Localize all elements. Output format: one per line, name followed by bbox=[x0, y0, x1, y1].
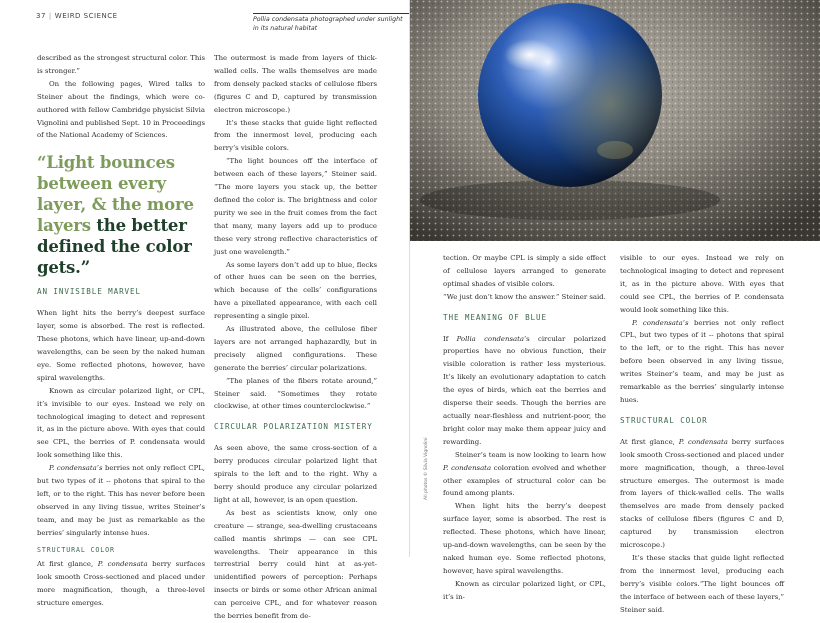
section-heading: THE MEANING OF BLUE bbox=[443, 312, 547, 322]
paragraph: visible to our eyes. Instead we rely on technological imaging to detect and represent it, as in the picture above. With eyes that could see CPL, the berries of P. condensata would look something like this. bbox=[620, 254, 784, 314]
pull-quote-dark: the better defined the color gets.” bbox=[37, 216, 192, 278]
paragraph-text: berry surfaces look smooth Cross-sectioned and placed under more magnification, though, a three-level structure emerges. bbox=[37, 560, 205, 608]
paragraph-text: coloration evolved and whether other examples of structural color can be found among plants. bbox=[443, 463, 606, 498]
paragraph-text: At first glance, bbox=[620, 437, 679, 446]
paragraph: It’s these stacks that guide light reflected from the innermost level, producing each berry’s visible colors.“The light bounces off the interface of between each of these layers,” Steiner said. bbox=[620, 553, 784, 614]
paragraph bbox=[620, 317, 784, 407]
berry-photo bbox=[410, 0, 820, 241]
paragraph: As some layers don’t add up to blue, flecks of other hues can be seen on the berries, which because of the cells’ configurations have a pixellated appearance, with each cell representing a single pixel. bbox=[214, 260, 377, 321]
paragraph-text: berries not only reflect CPL, but two types of it -- photons that spiral to the left, or to the right. This has never before been observed in any living tissue, writes Steiner’s team, and may be just as remarkable as the berries’ singularly intense hues. bbox=[37, 464, 205, 537]
paragraph-text: berries not only reflect CPL, but two types of it -- photons that spiral to the left, or to the right. This has never before been observed in any living tissue, writes Steiner’s team, and may be just as remarkable as the berries’ singularly intense hues. bbox=[620, 318, 784, 404]
paragraph: When light hits the berry’s deepest surface layer, some is absorbed. The rest is reflected. These photons, which have linear, up-and-down wavelengths, can be seen by the naked human eye. Some reflected photons, however, have spiral wavelengths. bbox=[37, 309, 205, 382]
paragraph: described as the strongest structural color. This is stronger.” bbox=[37, 54, 205, 75]
species-name: P. condensata’s bbox=[49, 464, 103, 473]
species-name: Pollia condensata bbox=[456, 334, 524, 343]
paragraph: “The planes of the fibers rotate around,” Steiner said. “Sometimes they rotate clockwise, at other times counterclockwise.” bbox=[214, 376, 377, 411]
section-heading: CIRCULAR POLARIZATION MISTERY bbox=[214, 422, 373, 432]
paragraph-text: If bbox=[443, 334, 457, 343]
paragraph bbox=[620, 436, 784, 552]
paragraph-text: berry surfaces look smooth Cross-sectioned and placed under more magnification, though, a three-level structure emerges. The outermost is made from layers of thick-walled cells. The walls themselves are made from densely packed stacks of cellulose fibers (figures C and D, captured by transmission electron microscope.) bbox=[620, 437, 784, 550]
paragraph: On the following pages, Wired talks to Steiner about the findings, which were co-authored with fellow Cambridge physicist Silvia Vignolini and published Sept. 10 in Proceedings of the National Academy of Sciences. bbox=[37, 79, 206, 140]
paragraph: As illustrated above, the cellulose fiber layers are not arranged haphazardly, but in precisely aligned configurations. These generate the berries’ circular polarizations. bbox=[214, 325, 377, 372]
column-2 bbox=[214, 52, 377, 623]
paragraph: tection. Or maybe CPL is simply a side effect of cellulose layers arranged to generate optimal shades of visible colors. bbox=[443, 254, 606, 288]
paragraph: Known as circular polarized light, or CPL, it’s in- bbox=[443, 579, 606, 601]
pull-quote-light: “Light bounces between every layer, & the more layers bbox=[37, 153, 194, 236]
caption-text: photographed under sunlight in its natural habitat bbox=[253, 16, 403, 32]
column-1 bbox=[37, 52, 205, 610]
column-3 bbox=[443, 252, 606, 604]
paragraph bbox=[443, 449, 606, 501]
section-heading: STRUCTURAL COLOR bbox=[620, 415, 708, 425]
species-name: P. condensata bbox=[443, 463, 492, 472]
paragraph: When light hits the berry’s deepest surface layer, some is absorbed. The rest is reflected. These photons, which have linear, up-and-down wavelengths, can be seen by the naked human eye. Some reflected photons, however, have spiral wavelengths. bbox=[443, 502, 606, 575]
paragraph: “We just don’t know the answer.” Steiner said. bbox=[443, 292, 606, 301]
caption-species: Pollia condensata bbox=[253, 16, 309, 23]
paragraph: As best as scientists know, only one creature — strange, sea-dwelling crustaceans called mantis shrimps — can see CPL wavelengths. Their appearance in this terrestrial berry could hint at as-yet-unidentified powers of perception: Perhaps insects or birds or some other African animal can perceive CPL, and for whatever reason the berries benefit from de- bbox=[214, 508, 377, 621]
pull-quote bbox=[37, 152, 205, 278]
paragraph bbox=[37, 462, 205, 539]
paragraph bbox=[443, 333, 606, 449]
paragraph: The outermost is made from layers of thick-walled cells. The walls themselves are made from densely packed stacks of cellulose fibers (figures C and D, captured by transmission electron microscope.) bbox=[214, 54, 377, 114]
species-name: P. condensata bbox=[678, 437, 728, 446]
left-page bbox=[0, 0, 410, 621]
column-4 bbox=[620, 252, 784, 616]
paragraph-text: At first glance, bbox=[37, 560, 98, 569]
photo-caption bbox=[253, 16, 403, 33]
page-number: 37 bbox=[36, 12, 46, 20]
photo-credit: All photos © Silvia Vignolini bbox=[424, 437, 429, 500]
section-heading: STRUCTURAL COLOR bbox=[37, 545, 115, 554]
paragraph-text: ’s circular polarized properties have no obvious function, their visible coloration is rather less mysterious. It’s likely an evolutionary adaptation to catch the eyes of birds, which eat the berries and disperse their seeds. Though the berries are actually near-fleshless and nutrient-poor, the bright color may make them appear juicy and rewarding. bbox=[443, 334, 607, 446]
paragraph-text: Steiner’s team is now looking to learn how bbox=[455, 450, 606, 459]
berry-photo-image bbox=[410, 0, 820, 241]
paragraph: “The light bounces off the interface of between each of these layers,” Steiner said. “The more layers you stack up, the better defined the color is. The brightness and color purity we see in the fruit comes from the fact that many, many layers add up to produce these very strong reflective characteristics of just one wavelength.” bbox=[214, 157, 377, 256]
folio: 37 | WEIRD SCIENCE bbox=[36, 12, 118, 20]
species-name: P. condensata’s bbox=[632, 318, 689, 327]
section-name: WEIRD SCIENCE bbox=[54, 12, 118, 20]
paragraph bbox=[37, 558, 205, 610]
caption-rule bbox=[253, 13, 410, 14]
paragraph: As seen above, the same cross-section of a berry produces circular polarized light that spirals to the left and to the right. Why a berry should produce any circular polarized light at all, however, is an open question. bbox=[214, 444, 377, 504]
paragraph: It’s these stacks that guide light reflected from the innermost level, producing each berry’s visible colors. bbox=[214, 118, 377, 153]
section-heading: AN INVISIBLE MARVEL bbox=[37, 287, 141, 297]
paragraph: Known as circular polarized light, or CPL, it’s invisible to our eyes. Instead we rely on technological imaging to detect and represent it, as in the picture above. With eyes that could see CPL, the berries of P. condensata would look something like this. bbox=[37, 386, 205, 460]
species-name: P. condensata bbox=[97, 560, 148, 569]
